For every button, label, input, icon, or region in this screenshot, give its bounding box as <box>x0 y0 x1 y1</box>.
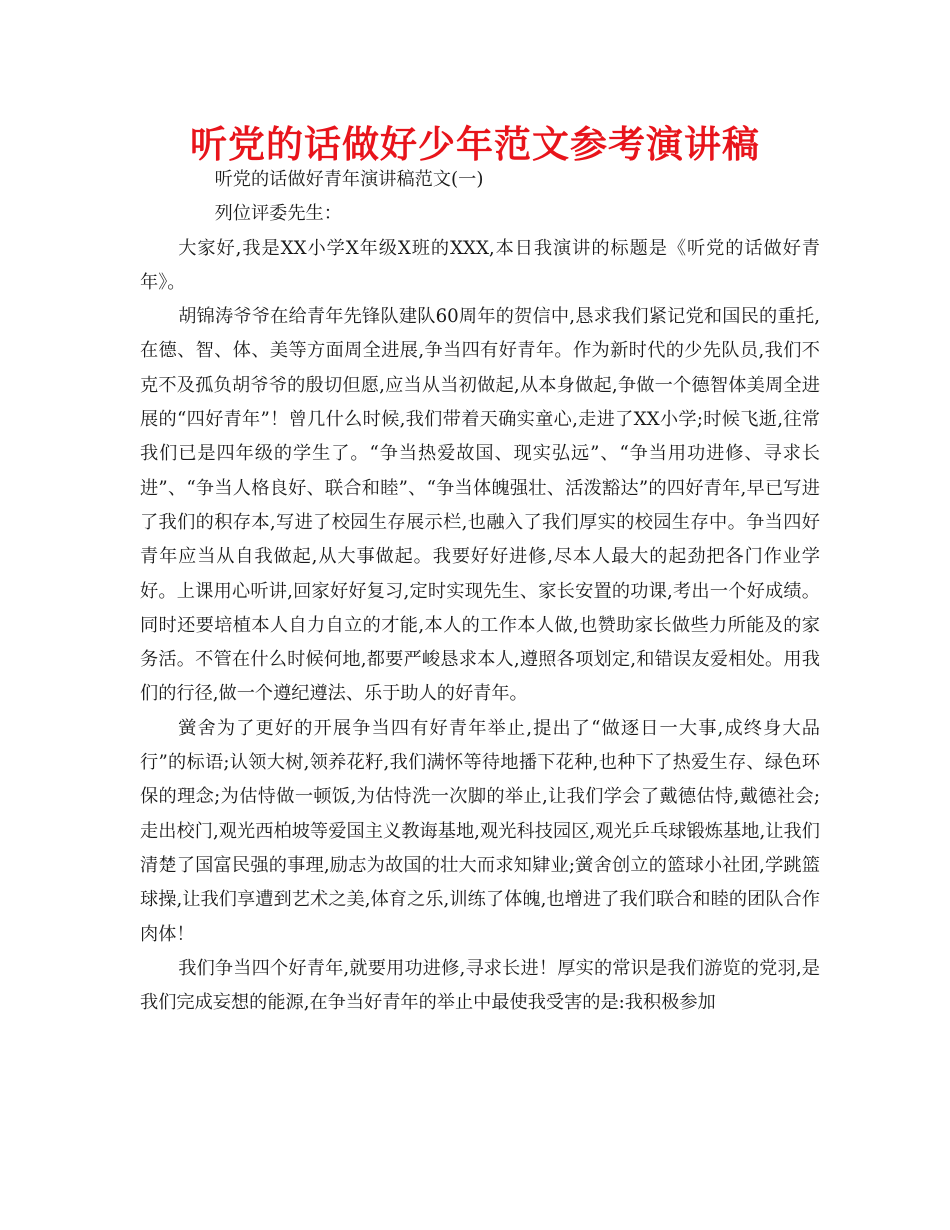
document-body <box>140 163 820 1020</box>
document-subtitle: 听党的话做好青年演讲稿范文(一) <box>214 169 484 190</box>
document-title: 听党的话做好少年范文参考演讲稿 <box>190 123 760 166</box>
paragraph: 大家好,我是XX小学X年级X班的XXX,本日我演讲的标题是《听党的话做好青年》。 <box>140 237 820 293</box>
paragraph: 胡锦涛爷爷在给青年先锋队建队60周年的贺信中,恳求我们紧记党和国民的重托,在德、智、体、美等方面周全进展,争当四有好青年。作为新时代的少先队员,我们不克不及孤负胡爷爷的殷切但愿,应当从当初做起,从本身做起,争做一个德智体美周全进展的“四好青年”！曾几什么时候,我们带着天确实童心,走进了XX小学;时候飞逝,往常我们已是四年级的学生了。“争当热爱故国、现实弘远”、“争当用功进修、寻求长进”、“争当人格良好、联合和睦”、“争当体魄强壮、活泼豁达”的四好青年,早已写进了我们的积存本,写进了校园生存展示栏,也融入了我们厚实的校园生存中。争当四好青年应当从自我做起,从大事做起。我要好好进修,尽本人最大的起劲把各门作业学好。上课用心听讲,回家好好复习,定时实现先生、家长安置的功课,考出一个好成绩。同时还要培植本人自力自立的才能,本人的工作本人做,也赞助家长做些力所能及的家务活。不管在什么时候何地,都要严峻恳求本人,遵照各项划定,和错误友爱相处。用我们的行径,做一个遵纪遵法、乐于助人的好青年。 <box>140 306 820 705</box>
salutation: 列位评委先生： <box>214 203 342 225</box>
paragraph: 黉舍为了更好的开展争当四有好青年举止,提出了“做逐日一大事,成终身大品行”的标语;认领大树,领养花籽,我们满怀等待地播下花种,也种下了热爱生存、绿色环保的理念;为估恃做一顿饭,为估恃洗一次脚的举止,让我们学会了戴德估恃,戴德社会;走出校门,观光西柏坡等爱国主义教诲基地,观光科技园区,观光乒乓球锻炼基地,让我们清楚了国富民强的事理,励志为故国的壮大而求知肄业;黉舍创立的篮球小社团,学跳篮球操,让我们享遭到艺术之美,体育之乐,训练了体魄,也增进了我们联合和睦的团队合作肉体！ <box>140 717 820 945</box>
paragraph: 我们争当四个好青年,就要用功进修,寻求长进！厚实的常识是我们游览的党羽,是我们完成妄想的能源,在争当好青年的举止中最使我受害的是:我积极参加 <box>140 957 820 1014</box>
